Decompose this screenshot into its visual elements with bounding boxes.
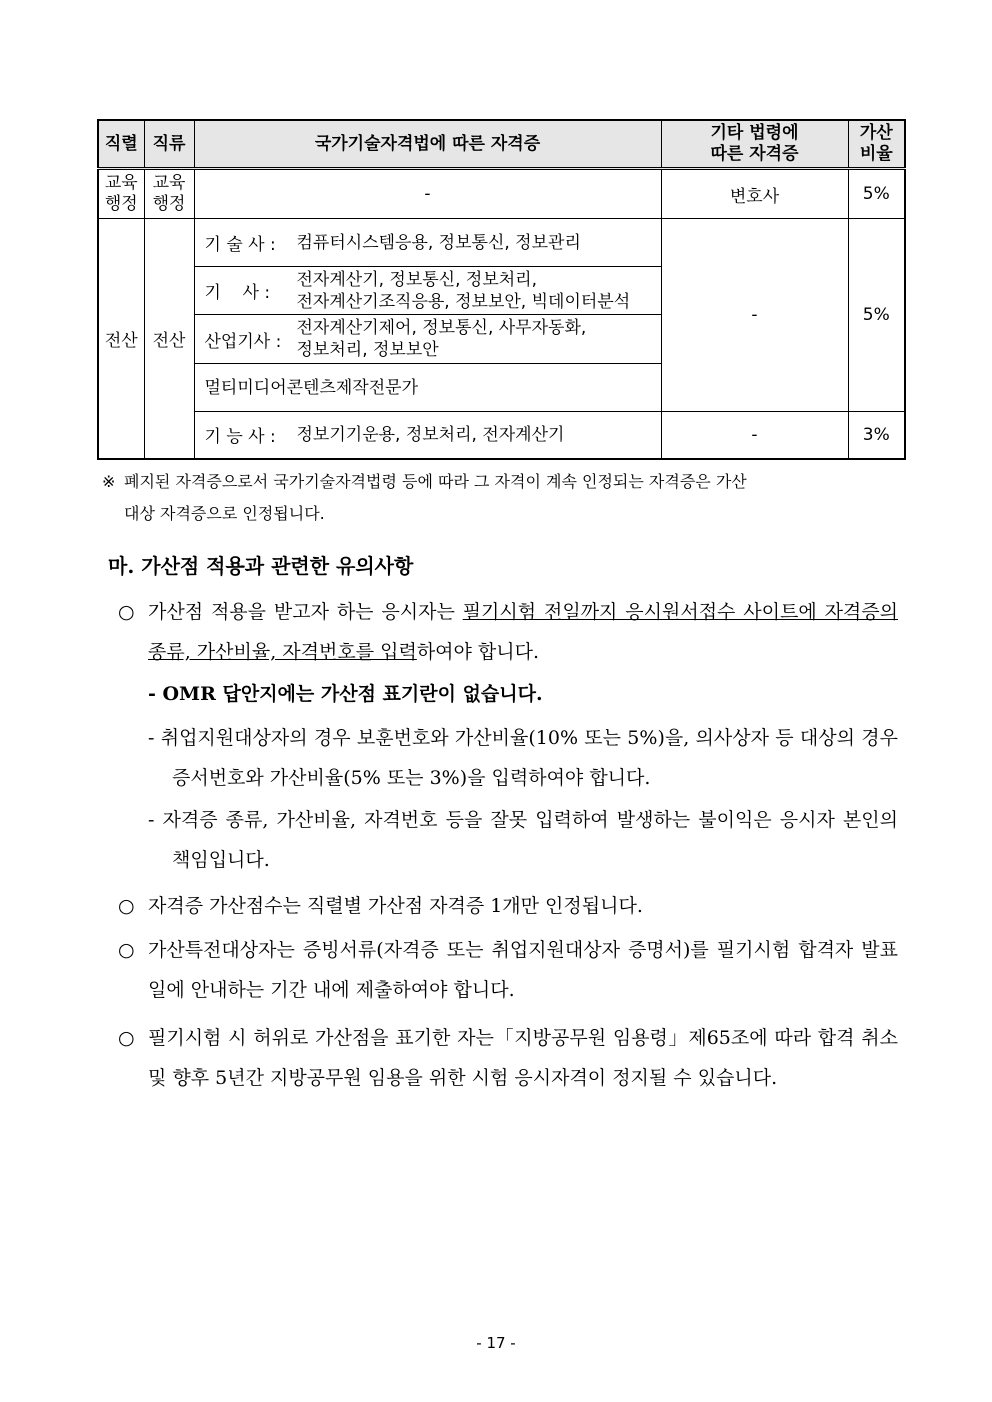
- circle-bullet-icon: ○: [118, 895, 135, 917]
- table-row: [98, 169, 905, 219]
- reference-mark-icon: ※: [102, 472, 116, 491]
- header-kind: 직류: [144, 120, 194, 169]
- cert-grade-label: 기 능 사 :: [204, 427, 276, 448]
- cert-list-l1: 전자계산기제어, 정보통신, 사무자동화,: [296, 318, 587, 338]
- footnote-text-1: 폐지된 자격증으로서 국가기술자격법령 등에 따라 그 자격이 계속 인정되는 자격증은 가산: [124, 472, 747, 491]
- cert-list-l2: 정보처리, 정보보안: [296, 340, 439, 360]
- cell-ratio: 5%: [848, 169, 905, 219]
- header-other-cert-l1: 기타 법령에: [710, 123, 799, 143]
- circle-bullet-icon: ○: [118, 601, 135, 623]
- notice-item-2-text: 자격증 가산점수는 직렬별 가산점 자격증 1개만 인정됩니다.: [148, 895, 643, 917]
- cert-list: 멀티미디어콘텐츠제작전문가: [204, 377, 418, 398]
- notice-item-3-text: 가산특전대상자는 증빙서류(자격증 또는 취업지원대상자 증명서)를 필기시험 합격자 발표일에 안내하는 기간 내에 제출하여야 합니다.: [148, 939, 898, 1001]
- footnote: [102, 466, 902, 530]
- cell-kind: 전산: [144, 219, 194, 459]
- cert-grade-label: 기 사 :: [204, 283, 271, 303]
- notice-item-1: [118, 592, 898, 672]
- notice-dash-1: - OMR 답안지에는 가산점 표기란이 없습니다.: [148, 683, 543, 705]
- cell-cert-craftsman: [194, 412, 661, 459]
- cell-cert-industrial-engineer: [194, 315, 661, 364]
- cell-national-cert: -: [194, 169, 661, 219]
- cell-ratio: 3%: [848, 412, 905, 459]
- notice-item-4-text: 필기시험 시 허위로 가산점을 표기한 자는「지방공무원 임용령」제65조에 따라 합격 취소 및 향후 5년간 지방공무원 임용을 위한 시험 응시자격이 정지될 수 있습니다.: [148, 1027, 898, 1089]
- cell-series-l2: 행정: [104, 194, 138, 214]
- cell-cert-engineer: [194, 267, 661, 315]
- cell-cert-multimedia: [194, 364, 661, 412]
- header-national-cert: 국가기술자격법에 따른 자격증: [194, 120, 661, 169]
- table-row: [98, 412, 905, 459]
- notice-item-4: [118, 1018, 898, 1098]
- cell-kind-l1: 교육: [152, 173, 186, 193]
- footnote-text-2: 대상 자격증으로 인정됩니다.: [124, 504, 325, 523]
- cell-ratio: 5%: [848, 219, 905, 412]
- cert-list: 정보기기운용, 정보처리, 전자계산기: [296, 424, 565, 445]
- cell-other-cert: -: [661, 412, 848, 459]
- notice-dash-2: - 취업지원대상자의 경우 보훈번호와 가산비율(10% 또는 5%)을, 의사상자 등 대상의 경우 증서번호와 가산비율(5% 또는 3%)을 입력하여야 합니다.: [148, 727, 898, 789]
- cell-kind: [144, 169, 194, 219]
- notice-item-1-underlined: 필기시험 전일까지 응시원서접수 사이트에 자격증의 종류, 가산비율, 자격번호를 입력: [148, 601, 898, 663]
- cert-list-l2: 전자계산기조직응용, 정보보안, 빅데이터분석: [296, 291, 631, 312]
- cert-list: [297, 269, 631, 313]
- notice-item-1-text-b: 하여야 합니다.: [416, 641, 540, 663]
- header-ratio-l2: 비율: [859, 144, 893, 164]
- table-header-row: [98, 120, 905, 169]
- cert-grade-label: 기 술 사 :: [204, 235, 276, 255]
- cert-grade-label: 산업기사 :: [204, 331, 282, 352]
- header-ratio: [848, 120, 905, 169]
- notice-item-2: [118, 886, 898, 926]
- section-title: 마. 가산점 적용과 관련한 유의사항: [108, 554, 414, 578]
- cert-list-l1: 전자계산기, 정보통신, 정보처리,: [296, 269, 538, 290]
- circle-bullet-icon: ○: [118, 939, 135, 961]
- circle-bullet-icon: ○: [118, 1027, 135, 1049]
- cell-series: 전산: [98, 219, 144, 459]
- header-other-cert-l2: 따른 자격증: [710, 144, 799, 164]
- cell-other-cert: -: [661, 219, 848, 412]
- notice-item-1-text-a: 가산점 적용을 받고자 하는 응시자는: [148, 601, 463, 623]
- header-other-cert: [661, 120, 848, 169]
- cell-cert-technician-master: [194, 219, 661, 267]
- cert-list: 컴퓨터시스템응용, 정보통신, 정보관리: [296, 232, 581, 253]
- page-number: - 17 -: [476, 1334, 516, 1352]
- footnote-line1: [102, 466, 902, 498]
- cell-kind-l2: 행정: [152, 194, 186, 214]
- header-ratio-l1: 가산: [859, 123, 893, 143]
- cert-list: [297, 317, 587, 361]
- notice-item-3: [118, 930, 898, 1010]
- header-series: 직렬: [98, 120, 144, 169]
- notice-dash-3: - 자격증 종류, 가산비율, 자격번호 등을 잘못 입력하여 발생하는 불이익은 응시자 본인의 책임입니다.: [148, 809, 898, 871]
- qualification-table: [97, 119, 906, 460]
- cell-series: [98, 169, 144, 219]
- cell-other-cert: 변호사: [661, 169, 848, 219]
- cell-series-l1: 교육: [104, 173, 138, 193]
- table-row: [98, 219, 905, 267]
